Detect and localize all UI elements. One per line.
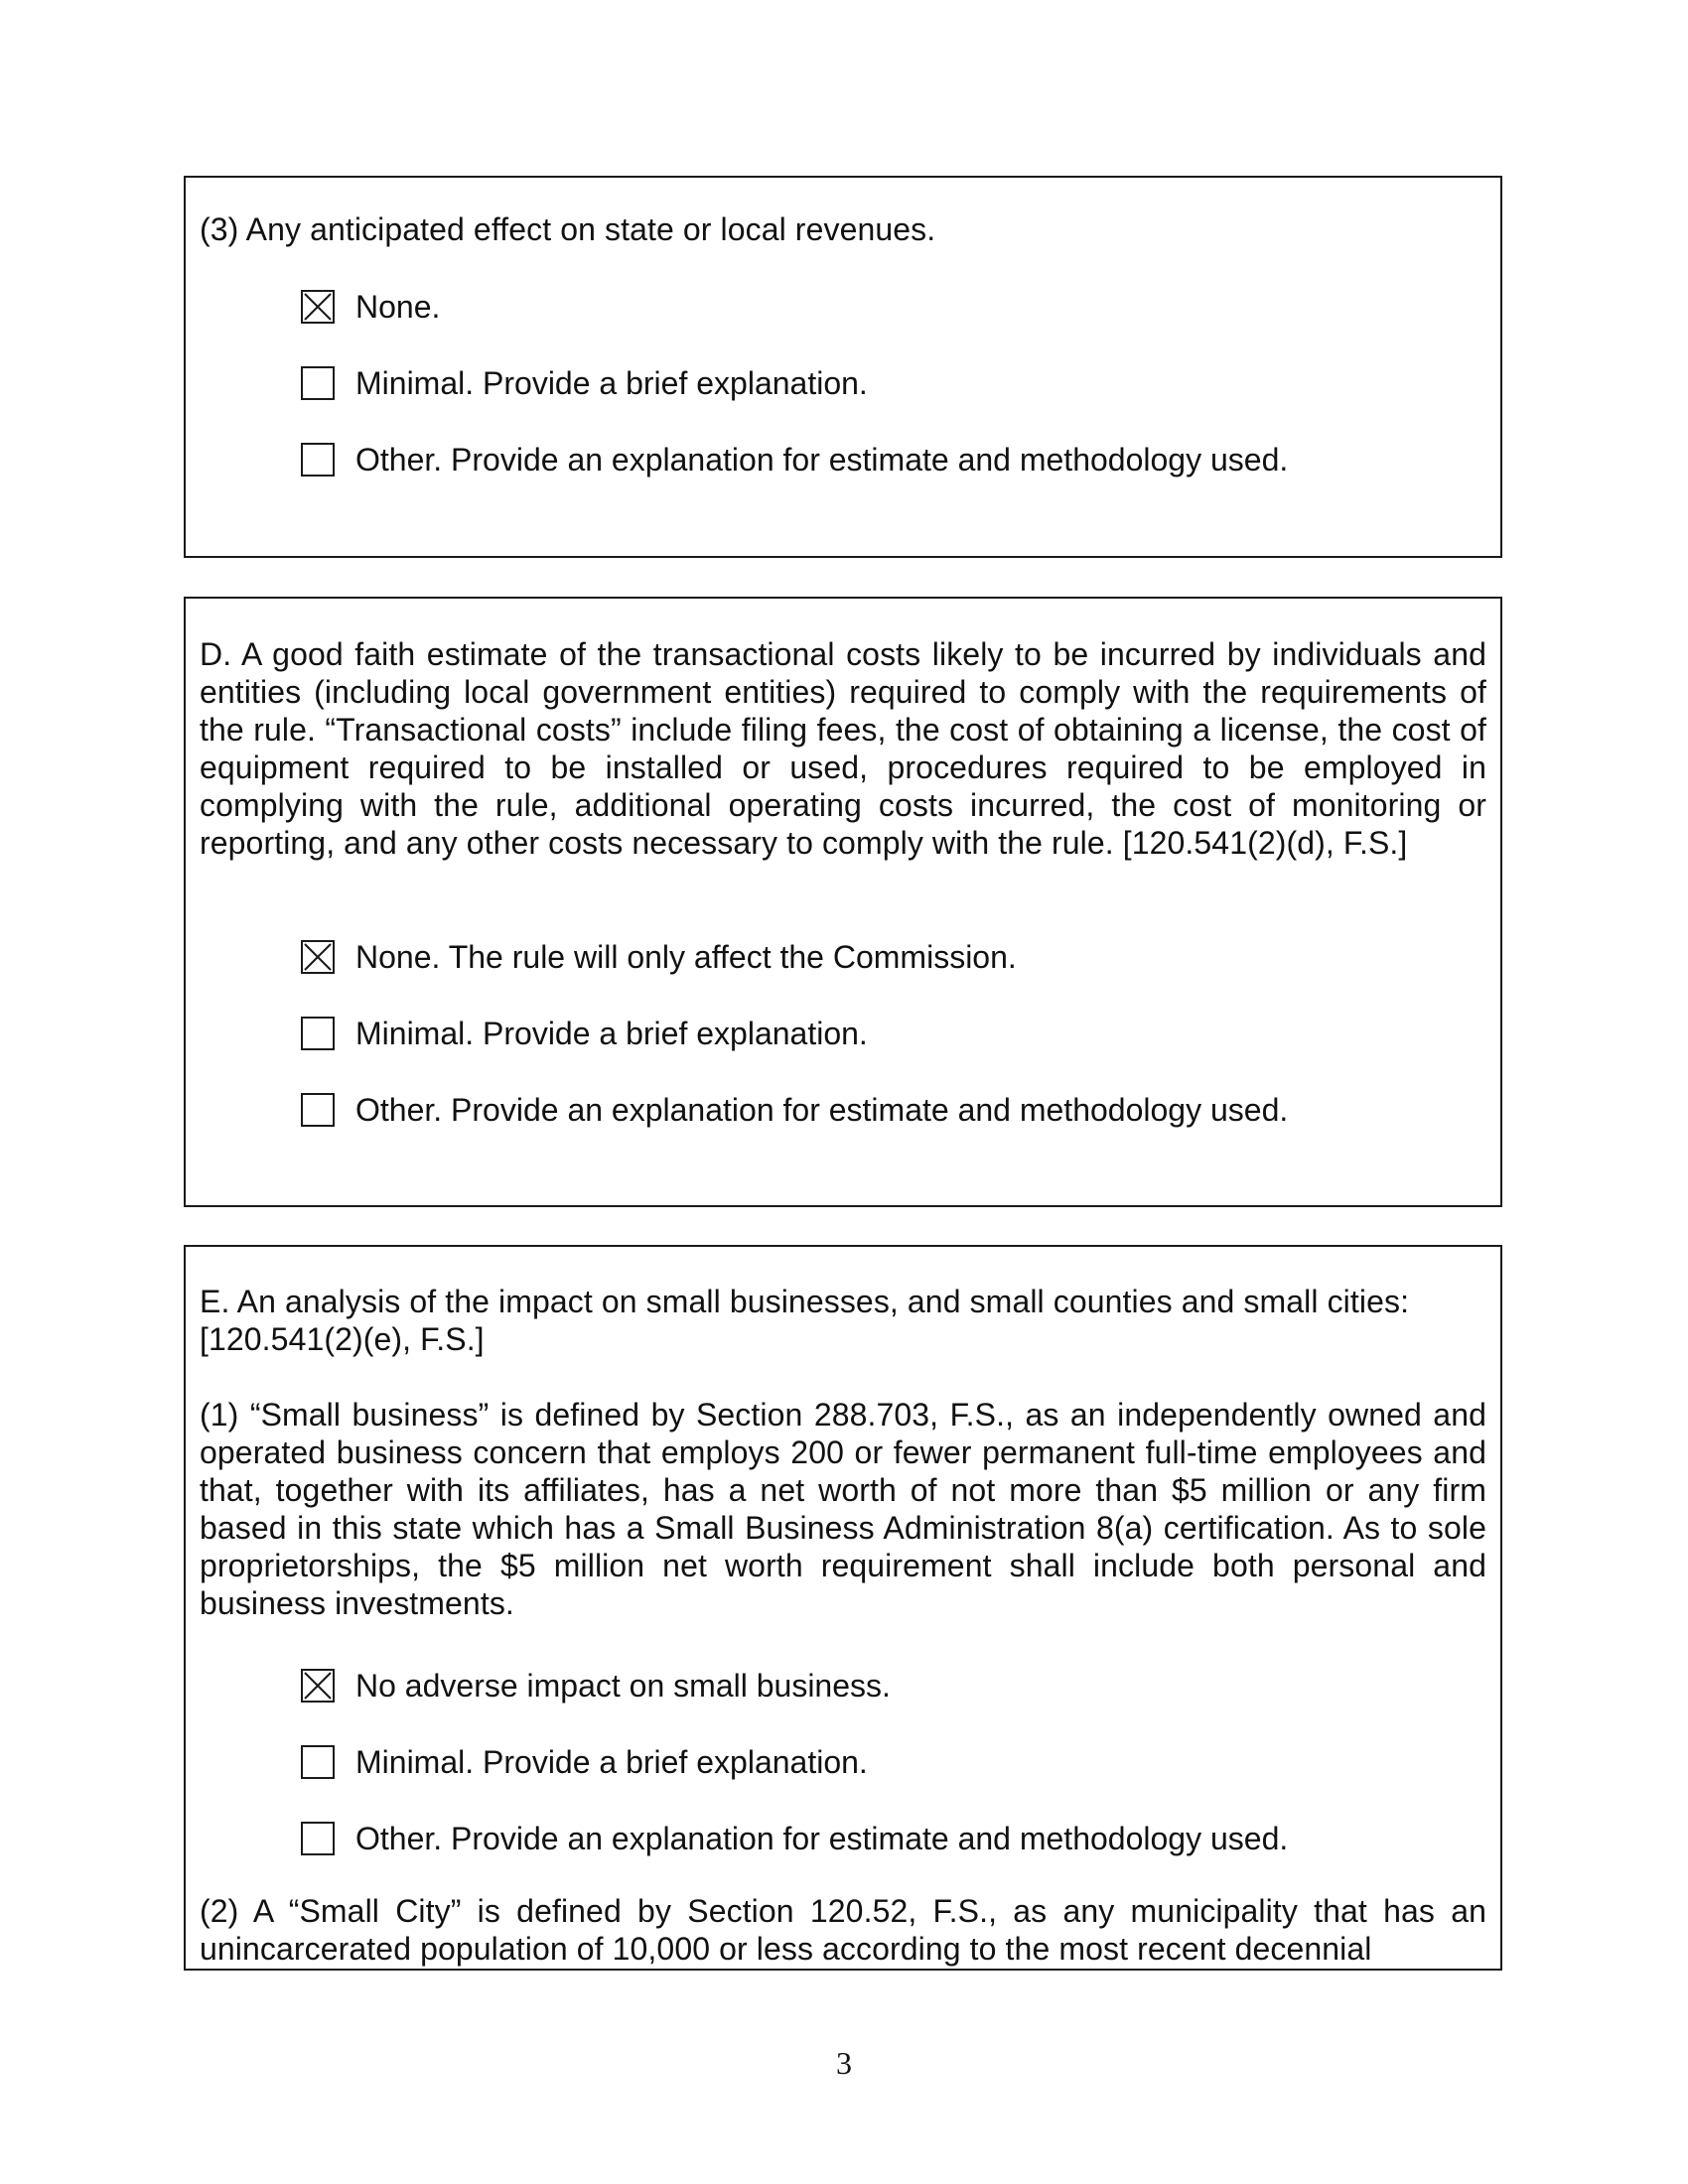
checkbox-unchecked[interactable]	[301, 1093, 335, 1127]
option-row[interactable]	[301, 939, 1017, 975]
option-row[interactable]	[301, 1016, 868, 1051]
option-label: Other. Provide an explanation for estimate and methodology used.	[355, 441, 1289, 478]
option-label: None. The rule will only affect the Commission.	[355, 938, 1017, 975]
x-mark-icon	[303, 292, 333, 322]
small-business-impact-section	[184, 1245, 1502, 1971]
option-row[interactable]	[301, 1668, 891, 1704]
option-label: Minimal. Provide a brief explanation.	[355, 1015, 868, 1051]
x-mark-icon	[303, 942, 333, 972]
option-row[interactable]	[301, 365, 868, 401]
option-label: Minimal. Provide a brief explanation.	[355, 1743, 868, 1780]
checkbox-checked[interactable]	[301, 290, 335, 324]
page-number: 3	[836, 2045, 852, 2081]
checkbox-checked[interactable]	[301, 1669, 335, 1703]
revenue-effect-section	[184, 176, 1502, 558]
option-row[interactable]	[301, 1744, 868, 1780]
x-mark-icon	[303, 1671, 333, 1701]
checkbox-unchecked[interactable]	[301, 443, 335, 477]
option-label: Other. Provide an explanation for estimate and methodology used.	[355, 1091, 1289, 1128]
option-label: Other. Provide an explanation for estimate and methodology used.	[355, 1820, 1289, 1856]
revenue-effect-heading: (3) Any anticipated effect on state or local revenues.	[200, 211, 936, 247]
transactional-costs-heading: D. A good faith estimate of the transactional costs likely to be incurred by individuals and entities (including local government entities) required to comply with the requirements of the rule. “Transactional costs” include filing fees, the cost of obtaining a license, the cost of equipment required to be installed or used, procedures required to be employed in complying with the rule, additional operating costs incurred, the cost of monitoring or reporting, and any other costs necessary to comply with the rule. [120.541(2)(d), F.S.]	[200, 636, 1486, 861]
small-business-definition: (1) “Small business” is defined by Section 288.703, F.S., as an independently owned and operated business concern that employs 200 or fewer permanent full-time employees and that, together with its affiliates, has a net worth of not more than $5 million or any firm based in this state which has a Small Business Administration 8(a) certification. As to sole proprietorships, the $5 million net worth requirement shall include both personal and business investments.	[200, 1397, 1486, 1621]
option-label: No adverse impact on small business.	[355, 1667, 891, 1704]
option-row[interactable]	[301, 1092, 1288, 1128]
checkbox-unchecked[interactable]	[301, 366, 335, 400]
checkbox-checked[interactable]	[301, 940, 335, 974]
small-city-definition: (2) A “Small City” is defined by Section 120.52, F.S., as any municipality that has an unincarcerated population of 10,000 or less according to the most recent decennial	[200, 1893, 1486, 1967]
checkbox-unchecked[interactable]	[301, 1822, 335, 1855]
option-row[interactable]	[301, 289, 440, 325]
option-label: None.	[355, 288, 441, 325]
option-row[interactable]	[301, 1821, 1288, 1856]
checkbox-unchecked[interactable]	[301, 1745, 335, 1779]
option-row[interactable]	[301, 442, 1288, 478]
option-label: Minimal. Provide a brief explanation.	[355, 364, 868, 401]
transactional-costs-section	[184, 597, 1502, 1207]
small-business-impact-heading: E. An analysis of the impact on small businesses, and small counties and small cities: [120.541(2)(e), F.S.]	[200, 1284, 1410, 1357]
checkbox-unchecked[interactable]	[301, 1017, 335, 1050]
